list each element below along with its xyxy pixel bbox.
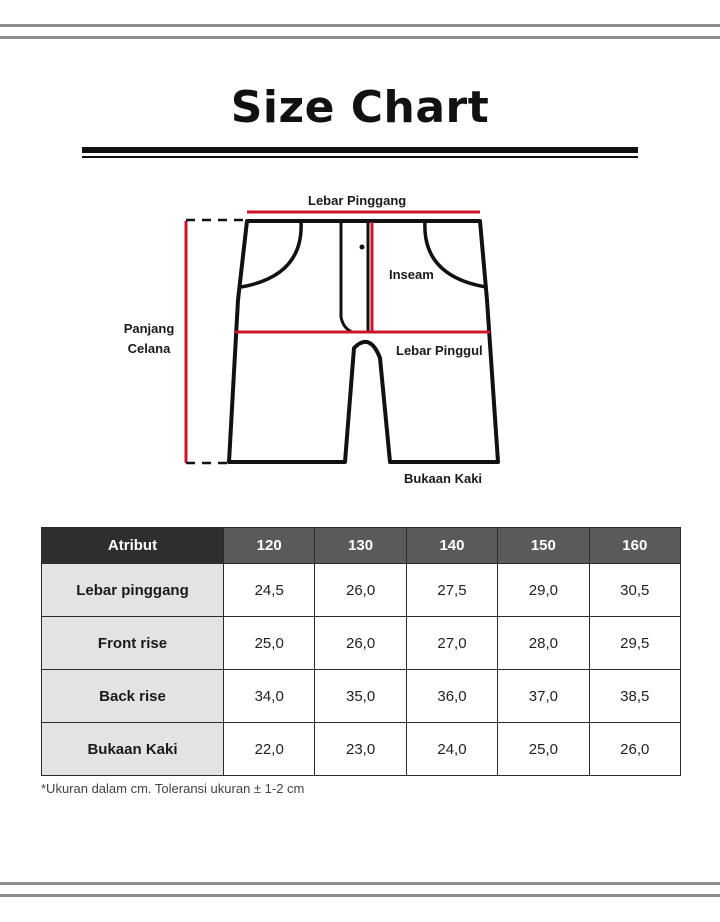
table-cell: 28,0 (498, 617, 589, 670)
row-label: Bukaan Kaki (42, 723, 224, 776)
table-cell: 27,5 (406, 564, 497, 617)
header-size-150: 150 (498, 528, 589, 564)
table-cell: 37,0 (498, 670, 589, 723)
table-cell: 25,0 (498, 723, 589, 776)
table-cell: 34,0 (224, 670, 315, 723)
bottom-border-outer (0, 894, 720, 897)
table-row (42, 670, 681, 723)
table-cell: 24,0 (406, 723, 497, 776)
label-hip: Lebar Pinggul (396, 343, 483, 358)
table-cell: 25,0 (224, 617, 315, 670)
table-cell: 26,0 (315, 564, 406, 617)
row-label: Back rise (42, 670, 224, 723)
fly-seam (341, 221, 352, 332)
button (360, 245, 365, 250)
table-cell: 26,0 (589, 723, 680, 776)
shorts-illustration (0, 180, 720, 500)
label-length-line2: Celana (127, 341, 171, 356)
header-attribute: Atribut (42, 528, 224, 564)
shorts-outline (229, 221, 498, 462)
table-cell: 30,5 (589, 564, 680, 617)
header-size-120: 120 (224, 528, 315, 564)
tolerance-note: *Ukuran dalam cm. Toleransi ukuran ± 1-2 cm (41, 781, 305, 796)
table-header-row (42, 528, 681, 564)
table-cell: 23,0 (315, 723, 406, 776)
left-pocket (241, 221, 301, 287)
top-border-outer (0, 24, 720, 27)
header-size-130: 130 (315, 528, 406, 564)
page-title: Size Chart (230, 82, 490, 133)
table-cell: 38,5 (589, 670, 680, 723)
table-row (42, 564, 681, 617)
table-cell: 29,0 (498, 564, 589, 617)
top-border-inner (0, 36, 720, 39)
title-underline (82, 147, 638, 153)
label-length (117, 319, 181, 359)
header-size-160: 160 (589, 528, 680, 564)
bottom-border-inner (0, 882, 720, 885)
label-inseam: Inseam (389, 267, 434, 282)
table-cell: 22,0 (224, 723, 315, 776)
table-cell: 29,5 (589, 617, 680, 670)
label-length-line1: Panjang (123, 321, 175, 336)
label-waist: Lebar Pinggang (308, 193, 407, 208)
row-label: Lebar pinggang (42, 564, 224, 617)
size-table (41, 527, 681, 776)
table-cell: 26,0 (315, 617, 406, 670)
header-size-140: 140 (406, 528, 497, 564)
right-pocket (425, 221, 486, 287)
table-row (42, 723, 681, 776)
table-cell: 36,0 (406, 670, 497, 723)
row-label: Front rise (42, 617, 224, 670)
shorts-measurement-diagram (0, 180, 720, 500)
table-cell: 24,5 (224, 564, 315, 617)
table-cell: 27,0 (406, 617, 497, 670)
table-row (42, 617, 681, 670)
title-underline-thin (82, 156, 638, 158)
label-leg-opening: Bukaan Kaki (404, 471, 483, 486)
table-cell: 35,0 (315, 670, 406, 723)
